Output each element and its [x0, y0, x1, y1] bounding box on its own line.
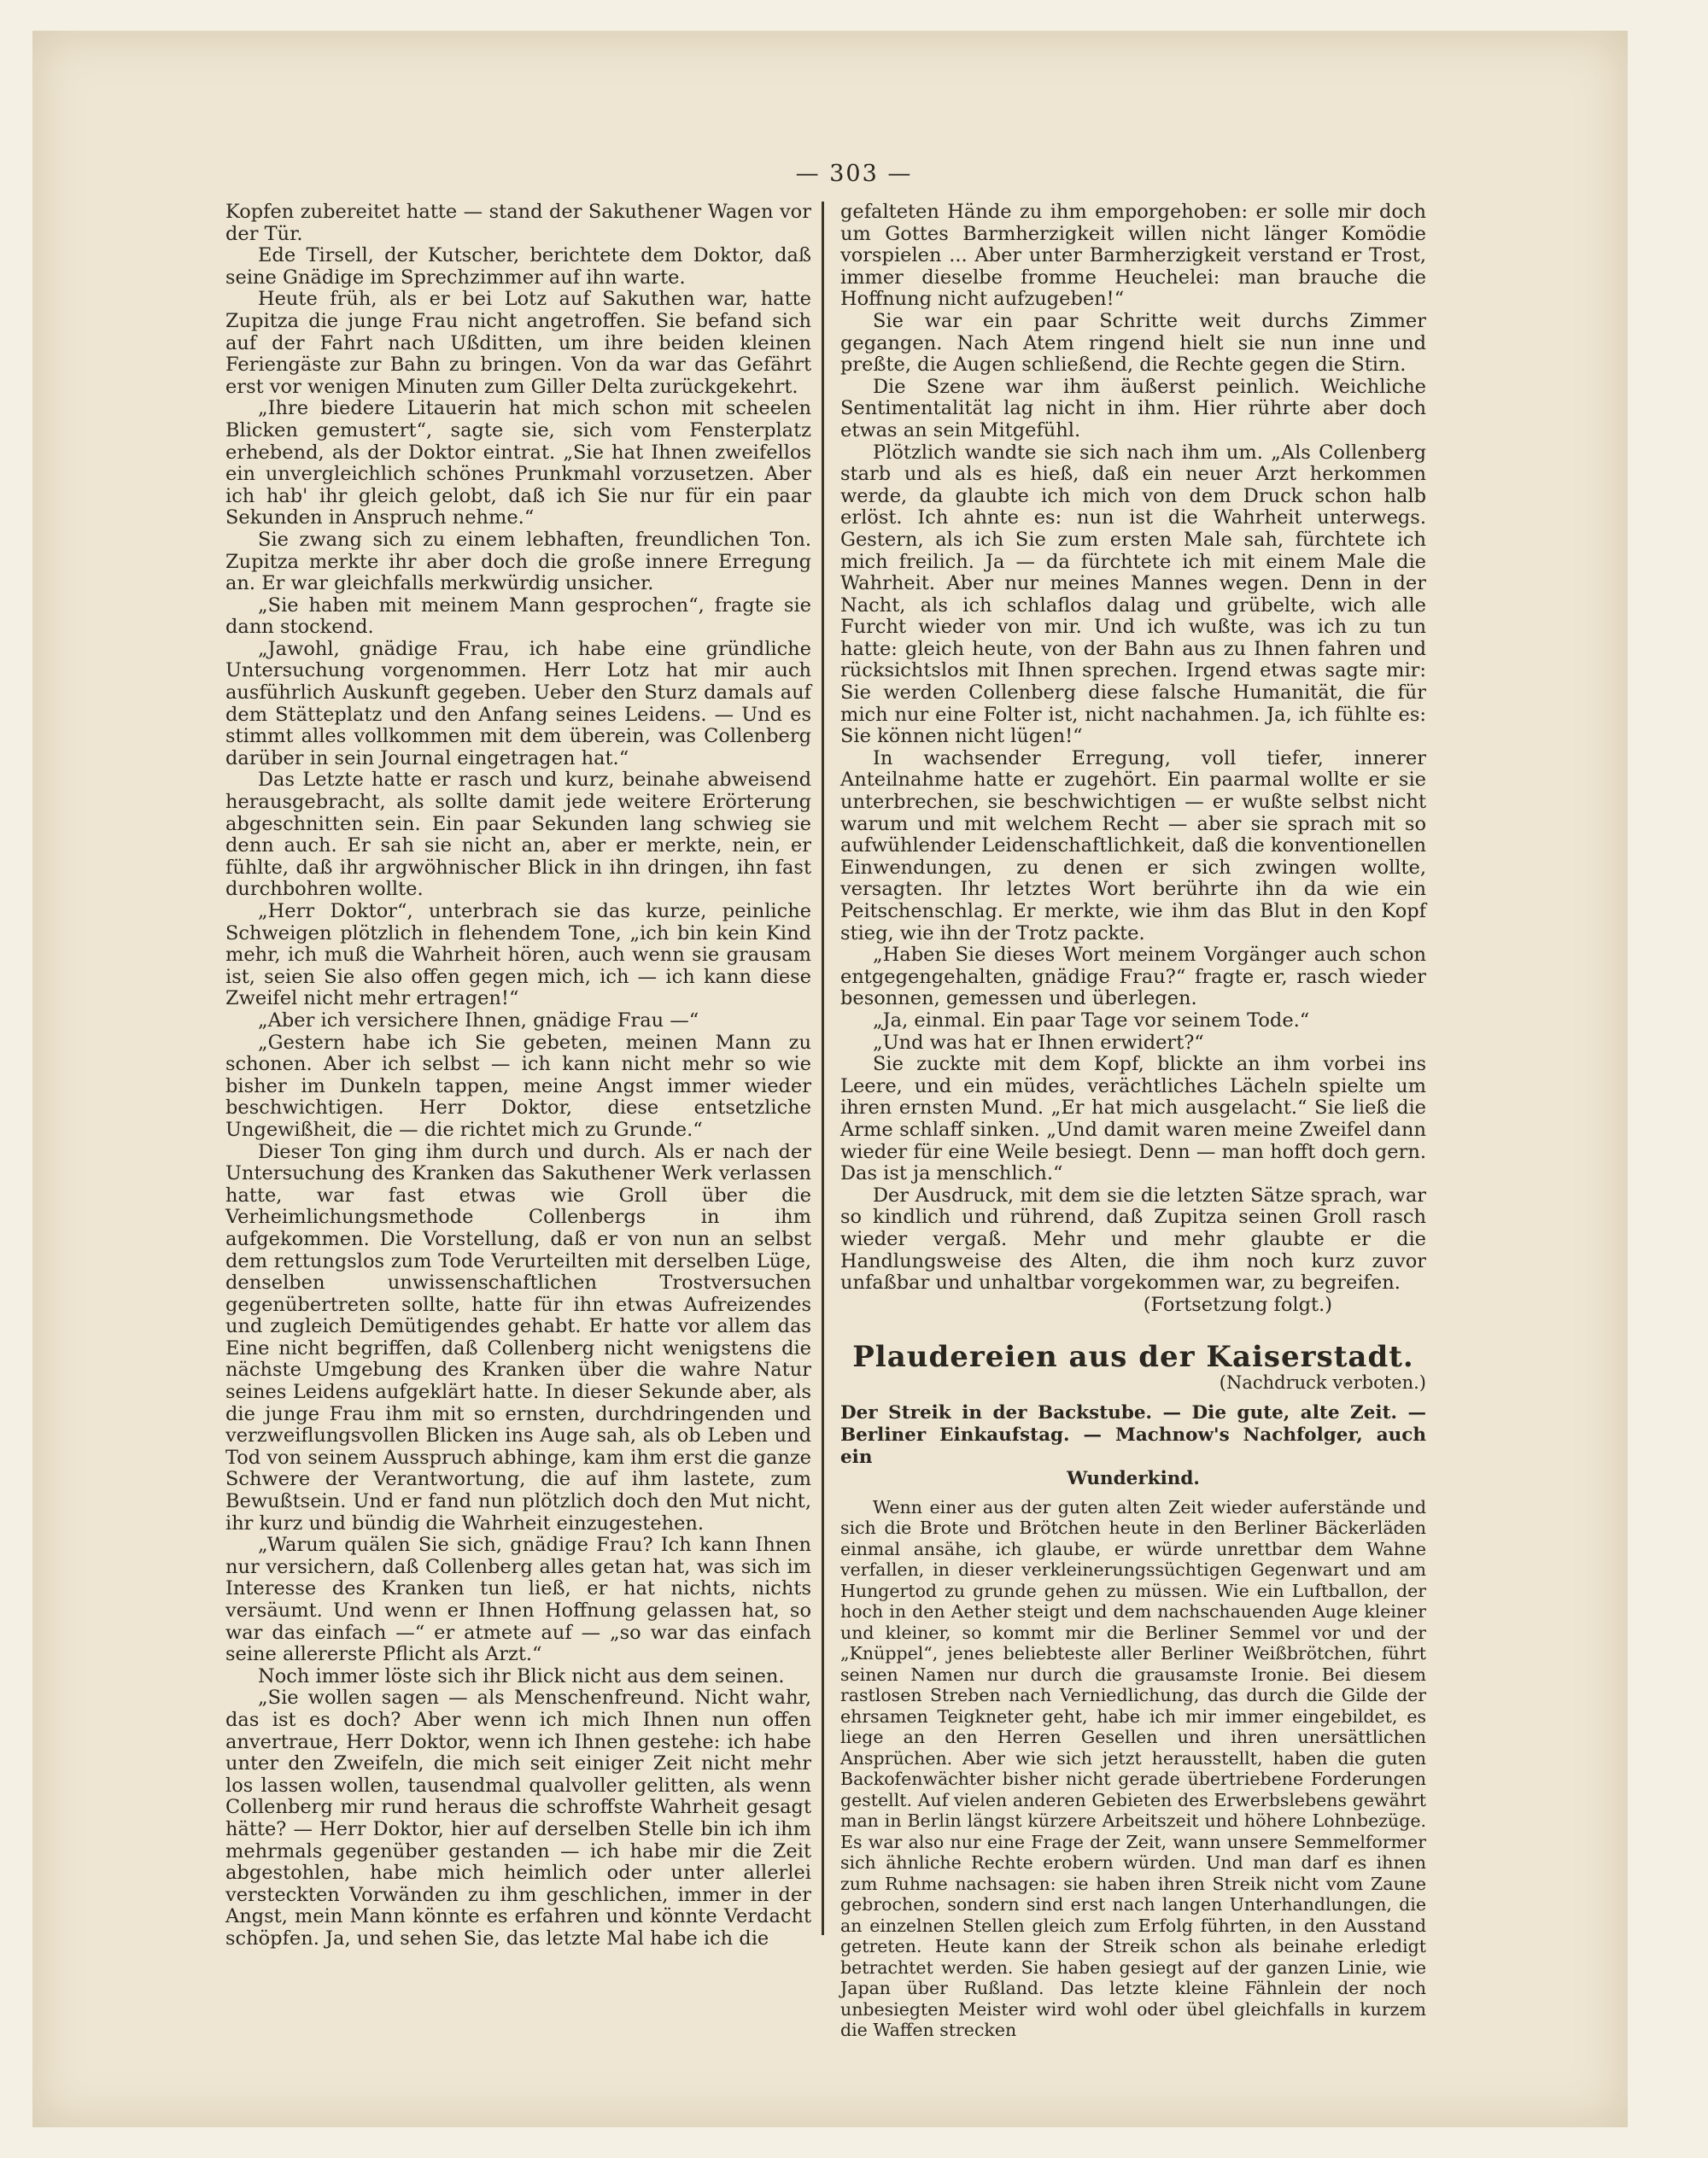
paragraph: Plötzlich wandte sie sich nach ihm um. „Als Collenberg starb und als es hieß, daß ein neuer Arzt herkommen werde, da glaubte ich mich von dem Druck schon halb erlöst. Ich ahnte es: nun ist die Wahrheit unterwegs. Gestern, als ich Sie zum ersten Male sah, fürchtete ich mich freilich. Ja — da fürchtete ich mit einem Male die Wahrheit. Aber nur meines Mannes wegen. Denn in der Nacht, als ich schlaflos dalag und grübelte, wich alle Furcht wieder von mir. Und ich wußte, was ich zu tun hatte: gleich heute, von der Bahn aus zu Ihnen fahren und rücksichtslos mit Ihnen sprechen. Irgend etwas sagte mir: Sie werden Collenberg diese falsche Humanität, die für mich nur eine Folter ist, nicht nachahmen. Ja, ich fühlte es: Sie können nicht lügen!“ [840, 441, 1426, 748]
section-subtitle-line-1: Der Streik in der Backstube. — Die gute, alte Zeit. — Berliner Einkaufstag. — Machnow's Nachfolger, auch ein [840, 1402, 1426, 1468]
paragraph: Sie zuckte mit dem Kopf, blickte an ihm vorbei ins Leere, und ein müdes, verächtliches Lächeln spielte um ihren ernsten Mund. „Er hat mich ausgelacht.“ Sie ließ die Arme schlaff sinken. „Und damit waren meine Zweifel dann wieder für eine Weile besiegt. Denn — man hofft doch gern. Das ist ja menschlich.“ [840, 1053, 1426, 1185]
reprint-notice: (Nachdruck verboten.) [1219, 1371, 1426, 1393]
paragraph: Kopfen zubereitet hatte — stand der Sakuthener Wagen vor der Tür. [225, 201, 811, 245]
paragraph: Der Ausdruck, mit dem sie die letzten Sätze sprach, war so kindlich und rührend, daß Zupitza seinen Groll rasch wieder vergaß. Mehr und mehr glaubte er die Handlungsweise des Alten, die ihm noch kurz zuvor unfaßbar und unhaltbar vorgekommen war, zu begreifen. [840, 1184, 1426, 1295]
paragraph: Sie war ein paar Schritte weit durchs Zimmer gegangen. Nach Atem ringend hielt sie nun inne und preßte, die Augen schließend, die Rechte gegen die Stirn. [840, 309, 1426, 377]
paragraph: „Warum quälen Sie sich, gnädige Frau? Ich kann Ihnen nur versichern, daß Collenberg alles getan hat, was sich im Interesse des Kranken tun ließ, er hat nichts, nichts versäumt. Und wenn er Ihnen Hoffnung gelassen hat, so war das einfach —“ er atmete auf — „so war das einfach seine allererste Pflicht als Arzt.“ [225, 1534, 811, 1666]
paragraph: Ede Tirsell, der Kutscher, berichtete dem Doktor, daß seine Gnädige im Sprechzimmer auf ihn warte. [225, 244, 811, 289]
paragraph: Heute früh, als er bei Lotz auf Sakuthen war, hatte Zupitza die junge Frau nicht angetroffen. Sie befand sich auf der Fahrt nach Ußditten, um ihre beiden kleinen Feriengäste zur Bahn zu bringen. Von da war das Gefährt erst vor wenigen Minuten zum Giller Delta zurückgekehrt. [225, 288, 811, 398]
paragraph: „Sie wollen sagen — als Menschenfreund. Nicht wahr, das ist es doch? Aber wenn ich mich Ihnen nun offen anvertraue, Herr Doktor, wenn ich Ihnen gestehe: ich habe unter den Zweifeln, die mich seit einiger Zeit nicht mehr los lassen wollen, tausendmal qualvoller gelitten, als wenn Collenberg mir rund heraus die schroffste Wahrheit gesagt hätte? — Herr Doktor, hier auf derselben Stelle bin ich ihm mehrmals gegenüber gestanden — ich habe mir die Zeit abgestohlen, habe mich heimlich oder unter allerlei versteckten Vorwänden zu ihm geschlichen, immer in der Angst, mein Mann könnte es erfahren und könnte Verdacht schöpfen. Ja, und sehen Sie, das letzte Mal habe ich die [225, 1687, 811, 1950]
paragraph: In wachsender Erregung, voll tiefer, innerer Anteilnahme hatte er zugehört. Ein paarmal wollte er sie unterbrechen, sie beschwichtigen — er wußte selbst nicht warum und mit welchem Recht — aber sie sprach mit so aufwühlender Leidenschaftlichkeit, daß die konventionellen Einwendungen, zu denen er sich zwingen wollte, versagten. Ihr letztes Wort berührte ihn da wie ein Peitschenschlag. Er merkte, wie ihm das Blut in den Kopf stieg, wie ihn der Trotz packte. [840, 746, 1426, 944]
paragraph: „Ihre biedere Litauerin hat mich schon mit scheelen Blicken gemustert“, sagte sie, sich vom Fensterplatz erhebend, als der Doktor eintrat. „Sie hat Ihnen zweifellos ein unvergleichlich schönes Prunkmahl vorzusetzen. Aber ich hab' ihr gleich gelobt, daß ich Sie nur für ein paar Sekunden in Anspruch nehme.“ [225, 397, 811, 529]
section-subtitle [840, 1402, 1426, 1489]
paragraph: Noch immer löste sich ihr Blick nicht aus dem seinen. [258, 1664, 785, 1687]
paragraph: gefalteten Hände zu ihm emporgehoben: er solle mir doch um Gottes Barmherzigkeit willen nicht länger Komödie vorspielen ... Aber unter Barmherzigkeit verstand er Trost, immer dieselbe fromme Heuchelei: man brauche die Hoffnung nicht aufzugeben!“ [840, 201, 1426, 311]
paragraph: „Und was hat er Ihnen erwidert?“ [873, 1031, 1204, 1054]
paragraph: „Gestern habe ich Sie gebeten, meinen Mann zu schonen. Aber ich selbst — ich kann nicht mehr so wie bisher im Dunkeln tappen, meine Angst immer wieder beschwichtigen. Herr Doktor, diese entsetzliche Ungewißheit, die — die richtet mich zu Grunde.“ [225, 1031, 811, 1141]
page-number: — 303 — [795, 161, 913, 187]
section-title: Plaudereien aus der Kaiserstadt. [852, 1340, 1414, 1375]
paragraph: „Haben Sie dieses Wort meinem Vorgänger auch schon entgegengehalten, gnädige Frau?“ fragte er, rasch wieder besonnen, gemessen und überlegen. [840, 944, 1426, 1010]
paragraph: „Jawohl, gnädige Frau, ich habe eine gründliche Untersuchung vorgenommen. Herr Lotz hat mir auch ausführlich Auskunft gegeben. Ueber den Sturz damals auf dem Stätteplatz und den Anfang seines Leidens. — Und es stimmt alles vollkommen mit dem überein, was Collenberg darüber in sein Journal eingetragen hat.“ [225, 637, 811, 769]
paragraph: Die Szene war ihm äußerst peinlich. Weichliche Sentimentalität lag nicht in ihm. Hier rührte aber doch etwas an sein Mitgefühl. [840, 375, 1426, 442]
section-subtitle-line-2: Wunderkind. [1067, 1468, 1200, 1490]
left-column [225, 202, 811, 1950]
right-column [840, 202, 1426, 2041]
paragraph: „Herr Doktor“, unterbrach sie das kurze, peinliche Schweigen plötzlich in flehendem Tone, „ich bin kein Kind mehr, ich muß die Wahrheit hören, auch wenn sie grausam ist, seien Sie also offen gegen mich, ich — ich kann diese Zweifel nicht mehr ertragen!“ [225, 900, 811, 1010]
paragraph: Sie zwang sich zu einem lebhaften, freundlichen Ton. Zupitza merkte ihr aber doch die große innere Erregung an. Er war gleichfalls merkwürdig unsicher. [225, 528, 811, 595]
continuation-note: (Fortsetzung folgt.) [1143, 1293, 1332, 1316]
section-body: Wenn einer aus der guten alten Zeit wieder auferstände und sich die Brote und Brötchen heute in den Berliner Bäckerläden einmal ansähe, ich glaube, er würde unrettbar dem Wahne verfallen, in dieser verkleinerungssüchtigen Gegenwart und am Hungertod zu grunde gehen zu müssen. Wie ein Luftballon, der hoch in den Aether steigt und dem nachschauenden Auge kleiner und kleiner, so kommt mir die Berliner Semmel vor und der „Knüppel“, jenes beliebteste aller Berliner Weißbrötchen, führt seinen Namen nur durch die grausamste Ironie. Bei diesem rastlosen Streben nach Verniedlichung, das durch die Gilde der ehrsamen Teigkneter geht, habe ich mir immer eingebildet, es liege an den Herren Gesellen und ihren unersättlichen Ansprüchen. Aber wie sich jetzt herausstellt, haben die guten Backofenwächter bisher nicht gerade übertriebene Forderungen gestellt. Auf vielen anderen Gebieten des Erwerbslebens gewährt man in Berlin längst kürzere Arbeitszeit und höhere Lohnbezüge. Es war also nur eine Frage der Zeit, wann unsere Semmelformer sich ähnliche Rechte erobern würden. Und man darf es ihnen zum Ruhme nachsagen: sie haben ihren Streik nicht vom Zaune gebrochen, sondern sind erst nach langen Unterhandlungen, die an einzelnen Stellen gleich zum Erfolg führten, in den Ausstand getreten. Heute kann der Streik schon als beinahe erledigt betrachtet werden. Sie haben gesiegt auf der ganzen Linie, wie Japan über Rußland. Das letzte kleine Fähnlein der noch unbesiegten Meister wird wohl oder übel gleichfalls in kurzem die Waffen strecken [840, 1496, 1426, 2041]
paragraph: „Ja, einmal. Ein paar Tage vor seinem Tode.“ [873, 1009, 1310, 1032]
right-column-story [840, 202, 1426, 1295]
paragraph: Dieser Ton ging ihm durch und durch. Als er nach der Untersuchung des Kranken das Sakuthener Werk verlassen hatte, war fast etwas wie Groll über die Verheimlichungsmethode Collenbergs in ihm aufgekommen. Die Vorstellung, daß er von nun an selbst dem rettungslos zum Tode Verurteilten mit derselben Lüge, denselben unwissenschaftlichen Trostversuchen gegenübertreten sollte, hatte für ihn etwas Aufreizendes und zugleich Demütigendes gehabt. Er hatte vor allem das Eine nicht begriffen, daß Collenberg nicht wenigstens die nächste Umgebung des Kranken über die wahre Natur seines Leidens aufgeklärt hatte. In dieser Sekunde aber, als die junge Frau ihm mit so ernsten, durchdringenden und verzweiflungsvollen Blicken ins Auge sah, als ob Leben und Tod von seinem Ausspruch abhinge, kam ihm erst die ganze Schwere der Verantwortung, die auf ihm lastete, zum Bewußtsein. Und er fand nun plötzlich doch den Mut nicht, ihr kurz und bündig die Wahrheit einzugestehen. [225, 1140, 811, 1535]
paragraph: „Aber ich versichere Ihnen, gnädige Frau —“ [258, 1009, 699, 1032]
paragraph: „Sie haben mit meinem Mann gesprochen“, fragte sie dann stockend. [225, 594, 811, 639]
paragraph: Das Letzte hatte er rasch und kurz, beinahe abweisend herausgebracht, als sollte damit jede weitere Erörterung abgeschnitten sein. Ein paar Sekunden lang schwieg sie denn auch. Er sah sie nicht an, aber er merkte, nein, er fühlte, daß ihr argwöhnischer Blick in ihn dringen, ihn fast durchbohren wollte. [225, 769, 811, 901]
column-divider [822, 202, 824, 1935]
